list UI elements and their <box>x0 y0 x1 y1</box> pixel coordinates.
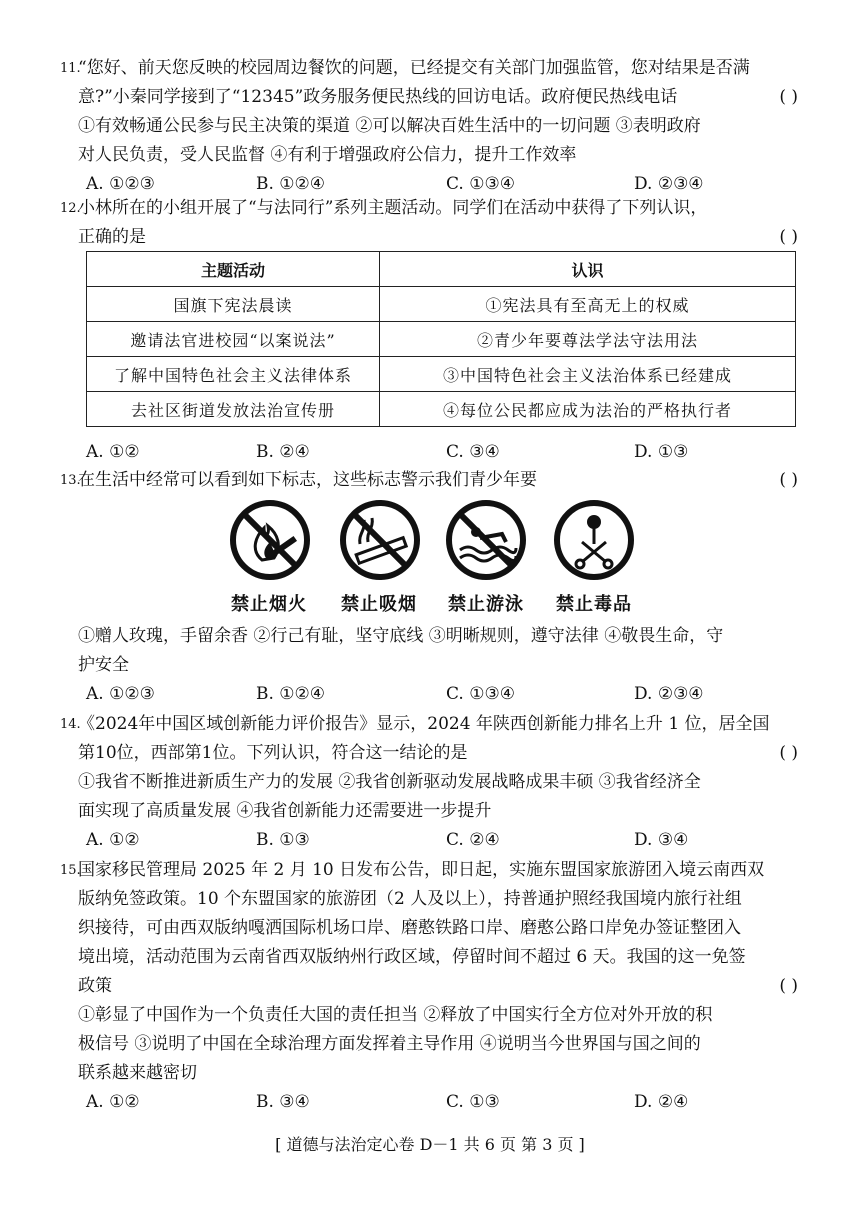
answer-options <box>78 438 798 467</box>
no-swimming-icon <box>444 498 528 582</box>
option-b: B. ①②④ <box>256 684 326 704</box>
activity-table <box>86 251 796 427</box>
option-c: C. ③④ <box>446 442 500 462</box>
question-number: 11. <box>60 61 81 76</box>
answer-options <box>78 1088 798 1117</box>
option-b: B. ①③ <box>256 830 310 850</box>
sign-label: 禁止游泳 <box>448 594 524 615</box>
question-number: 12. <box>60 201 81 216</box>
table-cell: 邀请法官进校园“以案说法” <box>87 322 380 357</box>
table-row <box>87 287 796 322</box>
answer-blank: ( ) <box>779 87 798 107</box>
question-choices: ①有效畅通公民参与民主决策的渠道 ②可以解决百姓生活中的一切问题 ③表明政府 <box>78 116 701 136</box>
question-text: 境出境，活动范围为云南省西双版纳州行政区域，停留时间不超过 6 天。我国的这一免签 <box>78 947 746 967</box>
table-row <box>87 322 796 357</box>
question-text: 国家移民管理局 2025 年 2 月 10 日发布公告，即日起，实施东盟国家旅游团入境云南西双 <box>78 860 765 880</box>
question-text: 正确的是 <box>78 227 146 247</box>
option-d: D. ②③④ <box>634 174 704 194</box>
question-13-choices <box>78 622 798 709</box>
option-b: B. ②④ <box>256 442 310 462</box>
question-15 <box>60 856 798 1117</box>
question-number: 14. <box>60 717 81 732</box>
table-cell: ②青少年要尊法学法守法用法 <box>380 322 796 357</box>
table-cell: 去社区街道发放法治宣传册 <box>87 392 380 427</box>
answer-blank: ( ) <box>779 227 798 247</box>
sign-label: 禁止吸烟 <box>341 594 417 615</box>
question-choices: 护安全 <box>78 655 129 675</box>
question-text: 织接待，可由西双版纳嘎洒国际机场口岸、磨憨铁路口岸、磨憨公路口岸免办签证整团入 <box>78 918 741 938</box>
option-a: A. ①②③ <box>86 684 155 704</box>
option-c: C. ②④ <box>446 830 500 850</box>
sign-label: 禁止毒品 <box>556 594 632 615</box>
option-d: D. ②④ <box>634 1092 689 1112</box>
question-text: 版纳免签政策。10 个东盟国家的旅游团（2 人及以上），持普通护照经我国境内旅行社组 <box>78 889 742 909</box>
question-choices: 面实现了高质量发展 ④我省创新能力还需要进一步提升 <box>78 801 492 821</box>
question-choices: 对人民负责，受人民监督 ④有利于增强政府公信力，提升工作效率 <box>78 145 577 165</box>
table-cell: 国旗下宪法晨读 <box>87 287 380 322</box>
table-cell: ①宪法具有至高无上的权威 <box>380 287 796 322</box>
question-text: 政策 <box>78 976 112 996</box>
question-choices: ①彰显了中国作为一个负责任大国的责任担当 ②释放了中国实行全方位对外开放的积 <box>78 1005 713 1025</box>
answer-options <box>78 826 798 855</box>
option-d: D. ①③ <box>634 442 689 462</box>
table-row <box>87 392 796 427</box>
answer-blank: ( ) <box>779 470 798 490</box>
option-d: D. ③④ <box>634 830 689 850</box>
warning-signs <box>226 498 646 618</box>
question-text: 小林所在的小组开展了“与法同行”系列主题活动。同学们在活动中获得了下列认识， <box>78 198 708 218</box>
sign-label: 禁止烟火 <box>231 594 307 615</box>
question-14 <box>60 710 798 855</box>
question-text: 意?”小秦同学接到了“12345”政务服务便民热线的回访电话。政府便民热线电话 <box>78 87 678 107</box>
question-choices: 联系越来越密切 <box>78 1063 197 1083</box>
option-c: C. ①③④ <box>446 174 515 194</box>
question-text: 第10位，西部第1位。下列认识，符合这一结论的是 <box>78 743 468 763</box>
option-c: C. ①③④ <box>446 684 515 704</box>
table-cell: 了解中国特色社会主义法律体系 <box>87 357 380 392</box>
option-a: A. ①② <box>86 442 140 462</box>
table-cell: ③中国特色社会主义法治体系已经建成 <box>380 357 796 392</box>
question-choices: 极信号 ③说明了中国在全球治理方面发挥着主导作用 ④说明当今世界国与国之间的 <box>78 1034 701 1054</box>
question-12-options <box>78 438 798 467</box>
question-13 <box>60 466 798 495</box>
question-number: 15. <box>60 863 81 878</box>
table-row <box>87 357 796 392</box>
question-text: 在生活中经常可以看到如下标志，这些标志警示我们青少年要 <box>78 470 537 490</box>
table-header: 主题活动 <box>87 252 380 287</box>
option-a: A. ①②③ <box>86 174 155 194</box>
no-smoking-icon <box>338 498 422 582</box>
table-header: 认识 <box>380 252 796 287</box>
option-c: C. ①③ <box>446 1092 500 1112</box>
answer-blank: ( ) <box>779 976 798 996</box>
option-b: B. ①②④ <box>256 174 326 194</box>
answer-options <box>78 680 798 709</box>
question-choices: ①赠人玫瑰，手留余香 ②行己有耻，坚守底线 ③明晰规则，遵守法律 ④敬畏生命，守 <box>78 626 724 646</box>
table-header-row <box>87 252 796 287</box>
option-a: A. ①② <box>86 1092 140 1112</box>
no-drugs-icon <box>552 498 636 582</box>
no-fire-icon <box>228 498 312 582</box>
question-number: 13. <box>60 473 81 488</box>
option-d: D. ②③④ <box>634 684 704 704</box>
question-text: 《2024年中国区域创新能力评价报告》显示，2024 年陕西创新能力排名上升 1 位，居全国 <box>78 714 770 734</box>
question-choices: ①我省不断推进新质生产力的发展 ②我省创新驱动发展战略成果丰硕 ③我省经济全 <box>78 772 701 792</box>
table-cell: ④每位公民都应成为法治的严格执行者 <box>380 392 796 427</box>
question-text: “您好、前天您反映的校园周边餐饮的问题，已经提交有关部门加强监管，您对结果是否满 <box>78 58 750 78</box>
question-11 <box>60 54 798 199</box>
page-footer: [ 道德与法治定心卷 D－1 共 6 页 第 3 页 ] <box>275 1135 585 1154</box>
option-a: A. ①② <box>86 830 140 850</box>
option-b: B. ③④ <box>256 1092 310 1112</box>
answer-blank: ( ) <box>779 743 798 763</box>
question-12 <box>60 194 798 252</box>
